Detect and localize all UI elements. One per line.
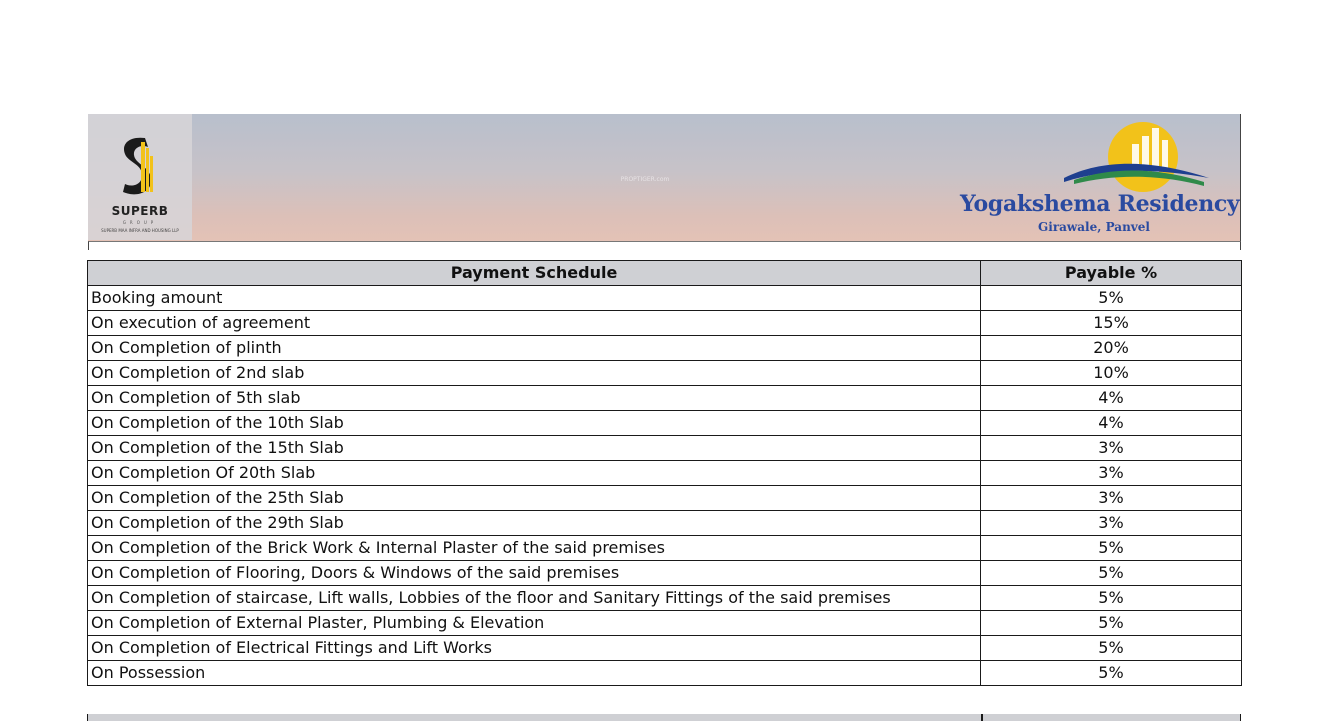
table-row <box>88 661 1242 686</box>
table-row <box>88 611 1242 636</box>
table-row <box>88 361 1242 386</box>
payable-percent-cell: 4% <box>981 386 1242 411</box>
column-header-payment-schedule: Payment Schedule <box>88 261 981 286</box>
payment-stage-cell: On Completion of Flooring, Doors & Windows of the said premises <box>88 561 981 586</box>
payable-percent-cell: 5% <box>981 586 1242 611</box>
table-row <box>88 636 1242 661</box>
table-row <box>88 436 1242 461</box>
table-row <box>88 536 1242 561</box>
payment-stage-cell: On Completion of the 25th Slab <box>88 486 981 511</box>
table-row <box>88 286 1242 311</box>
table-body <box>88 286 1242 686</box>
payment-stage-cell: On Possession <box>88 661 981 686</box>
payment-stage-cell: Booking amount <box>88 286 981 311</box>
payable-percent-cell: 5% <box>981 636 1242 661</box>
payable-percent-cell: 3% <box>981 486 1242 511</box>
column-divider <box>981 714 983 721</box>
table-row <box>88 386 1242 411</box>
payable-percent-cell: 4% <box>981 411 1242 436</box>
payable-percent-cell: 5% <box>981 536 1242 561</box>
payment-stage-cell: On Completion of Electrical Fittings and Lift Works <box>88 636 981 661</box>
table-continuation-row <box>87 714 1241 721</box>
payment-stage-cell: On Completion of plinth <box>88 336 981 361</box>
payment-stage-cell: On Completion of the 29th Slab <box>88 511 981 536</box>
table-row <box>88 311 1242 336</box>
payable-percent-cell: 10% <box>981 361 1242 386</box>
payable-percent-cell: 20% <box>981 336 1242 361</box>
payable-percent-cell: 3% <box>981 461 1242 486</box>
payment-stage-cell: On Completion of 5th slab <box>88 386 981 411</box>
yogakshema-residency-logo-icon <box>1034 120 1234 200</box>
payment-stage-cell: On Completion of External Plaster, Plumbing & Elevation <box>88 611 981 636</box>
project-location: Girawale, Panvel <box>1038 220 1150 234</box>
superb-logo-company: SUPERB MAA INFRA AND HOUSING LLP <box>101 228 179 233</box>
banner-bottom-rule <box>88 241 1241 250</box>
superb-s-logo-icon <box>115 134 165 198</box>
superb-group-logo <box>88 114 192 240</box>
payable-percent-cell: 5% <box>981 661 1242 686</box>
watermark: PROPTIGER.com <box>620 176 670 183</box>
banner-border <box>1240 114 1241 244</box>
payment-stage-cell: On Completion Of 20th Slab <box>88 461 981 486</box>
payable-percent-cell: 5% <box>981 561 1242 586</box>
payment-stage-cell: On Completion of staircase, Lift walls, Lobbies of the floor and Sanitary Fittings of the said premises <box>88 586 981 611</box>
table-row <box>88 486 1242 511</box>
table-row <box>88 411 1242 436</box>
payment-stage-cell: On Completion of the Brick Work & Internal Plaster of the said premises <box>88 536 981 561</box>
payment-schedule-table <box>87 260 1242 686</box>
payable-percent-cell: 5% <box>981 286 1242 311</box>
table-row <box>88 586 1242 611</box>
payment-stage-cell: On Completion of 2nd slab <box>88 361 981 386</box>
payable-percent-cell: 5% <box>981 611 1242 636</box>
payment-stage-cell: On execution of agreement <box>88 311 981 336</box>
table-header-row <box>88 261 1242 286</box>
table-row <box>88 511 1242 536</box>
table-row <box>88 461 1242 486</box>
project-name: Yogakshema Residency <box>960 191 1240 217</box>
payable-percent-cell: 3% <box>981 436 1242 461</box>
header-banner <box>88 114 1240 242</box>
table-row <box>88 336 1242 361</box>
superb-logo-tagline: GROUP <box>122 220 158 225</box>
payment-stage-cell: On Completion of the 15th Slab <box>88 436 981 461</box>
table-row <box>88 561 1242 586</box>
payable-percent-cell: 15% <box>981 311 1242 336</box>
column-header-payable: Payable % <box>981 261 1242 286</box>
superb-logo-name: SUPERB <box>111 204 169 218</box>
payable-percent-cell: 3% <box>981 511 1242 536</box>
payment-stage-cell: On Completion of the 10th Slab <box>88 411 981 436</box>
